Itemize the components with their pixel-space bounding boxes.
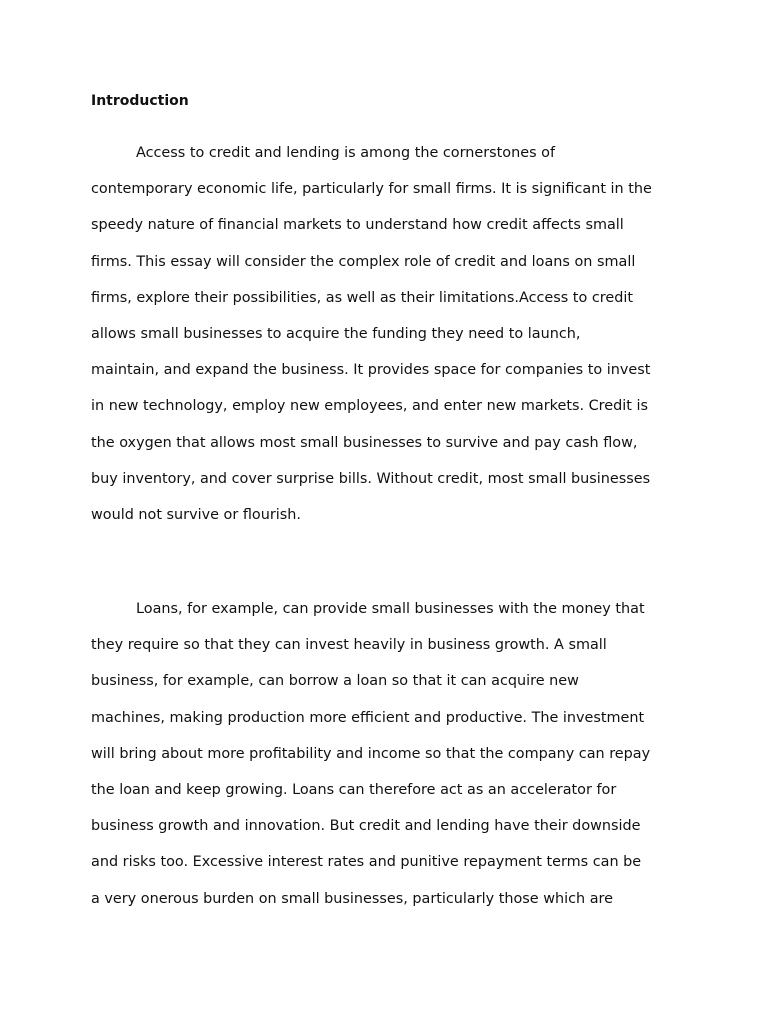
paragraph-line: speedy nature of financial markets to understand how credit affects small [91,217,624,234]
paragraph-line: allows small businesses to acquire the funding they need to launch, [91,325,581,342]
paragraph-line: maintain, and expand the business. It provides space for companies to invest [91,362,651,379]
paragraph-line: firms. This essay will consider the complex role of credit and loans on small [91,253,636,270]
paragraph-line: would not survive or flourish. [91,506,301,523]
paragraph-line: the loan and keep growing. Loans can therefore act as an accelerator for [91,781,617,798]
paragraph-line: and risks too. Excessive interest rates and punitive repayment terms can be [91,854,642,871]
paragraph-line: business, for example, can borrow a loan so that it can acquire new [91,673,579,690]
paragraph-line: business growth and innovation. But credit and lending have their downside [91,818,641,835]
section-heading: Introduction [91,93,189,109]
paragraph-line: firms, explore their possibilities, as well as their limitations.Access to credit [91,289,633,306]
paragraph-line: buy inventory, and cover surprise bills. Without credit, most small businesses [91,470,651,487]
paragraph-line: will bring about more profitability and income so that the company can repay [91,745,651,762]
paragraph-line: a very onerous burden on small businesses, particularly those which are [91,890,613,907]
paragraph-line: the oxygen that allows most small businesses to survive and pay cash flow, [91,434,638,451]
paragraph-line: they require so that they can invest heavily in business growth. A small [91,637,607,654]
paragraph-line: Loans, for example, can provide small businesses with the money that [136,601,645,617]
paragraph-line: machines, making production more efficient and productive. The investment [91,709,645,726]
paragraph-1 [91,135,691,533]
paragraph-line: Access to credit and lending is among the cornerstones of [136,145,556,161]
paragraph-2 [91,591,691,917]
paragraph-line: in new technology, employ new employees, and enter new markets. Credit is [91,398,648,415]
paragraph-line: contemporary economic life, particularly for small firms. It is significant in the [91,181,652,198]
